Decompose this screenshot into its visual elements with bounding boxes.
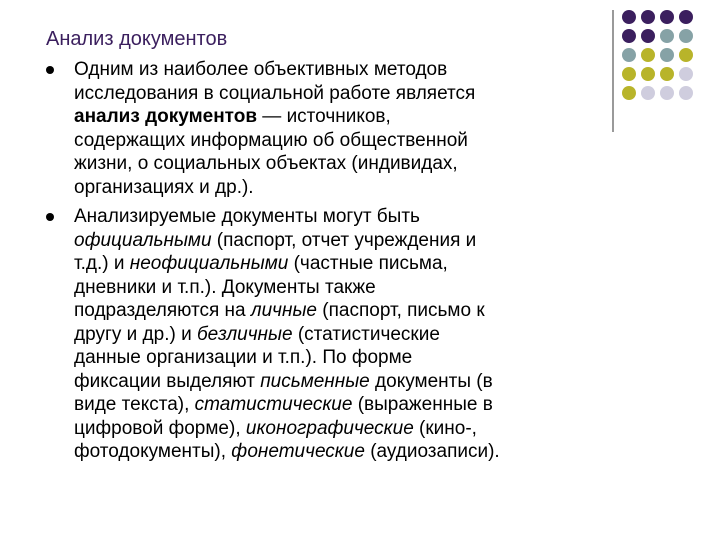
decorative-dot-grid (622, 10, 692, 140)
text-segment: исследования в социальной работе является (74, 82, 476, 104)
text-segment: виде текста), (74, 394, 195, 415)
decorative-dot (660, 29, 674, 43)
italic-term: иконографические (245, 417, 414, 439)
decorative-dot (622, 10, 636, 24)
text-line (74, 152, 606, 176)
decorative-dot (679, 48, 693, 62)
decorative-dot (679, 86, 693, 100)
decorative-dot (660, 10, 674, 24)
decorative-dot (622, 29, 636, 43)
text-line (74, 252, 606, 276)
text-line (74, 205, 606, 229)
text-segment: содержащих информацию об общественной (74, 129, 468, 151)
text-segment: документы (в (369, 370, 493, 392)
text-segment: другу и др.) и (74, 323, 197, 345)
text-segment: (выраженные в (352, 394, 493, 415)
text-line (74, 323, 606, 347)
decorative-dot (679, 67, 693, 81)
text-segment: цифровой форме), (74, 417, 246, 439)
text-segment: (статистические (292, 323, 440, 345)
text-line (74, 370, 606, 394)
decorative-dot (660, 67, 674, 81)
decorative-dot (679, 10, 693, 24)
slide-title: Анализ документов (46, 28, 228, 50)
text-segment: (кино-, (413, 417, 477, 439)
text-line (74, 82, 606, 106)
text-line (74, 129, 606, 153)
text-segment: (паспорт, письмо к (317, 300, 485, 321)
decorative-dot (660, 86, 674, 100)
text-segment: организациях и др.). (74, 176, 254, 198)
text-segment: (паспорт, отчет учреждения и (211, 229, 477, 251)
decorative-dot (641, 86, 655, 100)
decorative-dot (641, 48, 655, 62)
italic-term: безличные (196, 323, 293, 345)
bullet-item (46, 58, 606, 199)
text-line (74, 440, 606, 464)
text-segment: т.д.) и (74, 253, 130, 274)
text-line (74, 276, 606, 300)
text-segment: Одним из наиболее объективных методов (74, 59, 448, 80)
text-line (74, 346, 606, 370)
text-segment: (частные письма, (288, 253, 448, 274)
text-line (74, 105, 606, 129)
italic-term: неофициальными (129, 253, 289, 274)
decorative-dot (679, 29, 693, 43)
text-segment: (аудиозаписи). (364, 441, 500, 462)
decorative-dot (622, 86, 636, 100)
italic-term: личные (250, 300, 317, 321)
title-divider (612, 10, 614, 132)
text-line (74, 176, 606, 200)
text-line (74, 299, 606, 323)
decorative-dot (641, 10, 655, 24)
text-line (74, 393, 606, 417)
italic-term: письменные (260, 370, 370, 392)
bullet-list (46, 58, 606, 470)
text-line (74, 58, 606, 82)
italic-term: статистические (194, 394, 353, 415)
text-segment: Анализируемые документы могут быть (74, 206, 420, 227)
italic-term: официальными (74, 229, 212, 251)
bullet-icon (46, 66, 54, 74)
bullet-item (46, 205, 606, 464)
text-segment: жизни, о социальных объектах (индивидах, (74, 153, 458, 174)
text-line (74, 229, 606, 253)
text-segment: данные организации и т.п.). По форме (74, 347, 413, 368)
decorative-dot (641, 67, 655, 81)
decorative-dot (622, 48, 636, 62)
decorative-dot (641, 29, 655, 43)
bullet-icon (46, 213, 54, 221)
decorative-dot (660, 48, 674, 62)
text-segment: подразделяются на (74, 300, 251, 321)
decorative-dot (622, 67, 636, 81)
text-segment: дневники и т.п.). Документы также (74, 276, 376, 298)
text-segment: фиксации выделяют (74, 370, 261, 392)
bold-term: анализ документов (74, 106, 258, 127)
text-line (74, 417, 606, 441)
text-segment: фотодокументы), (74, 441, 232, 462)
italic-term: фонетические (231, 441, 365, 462)
text-segment: — источников, (257, 106, 391, 127)
